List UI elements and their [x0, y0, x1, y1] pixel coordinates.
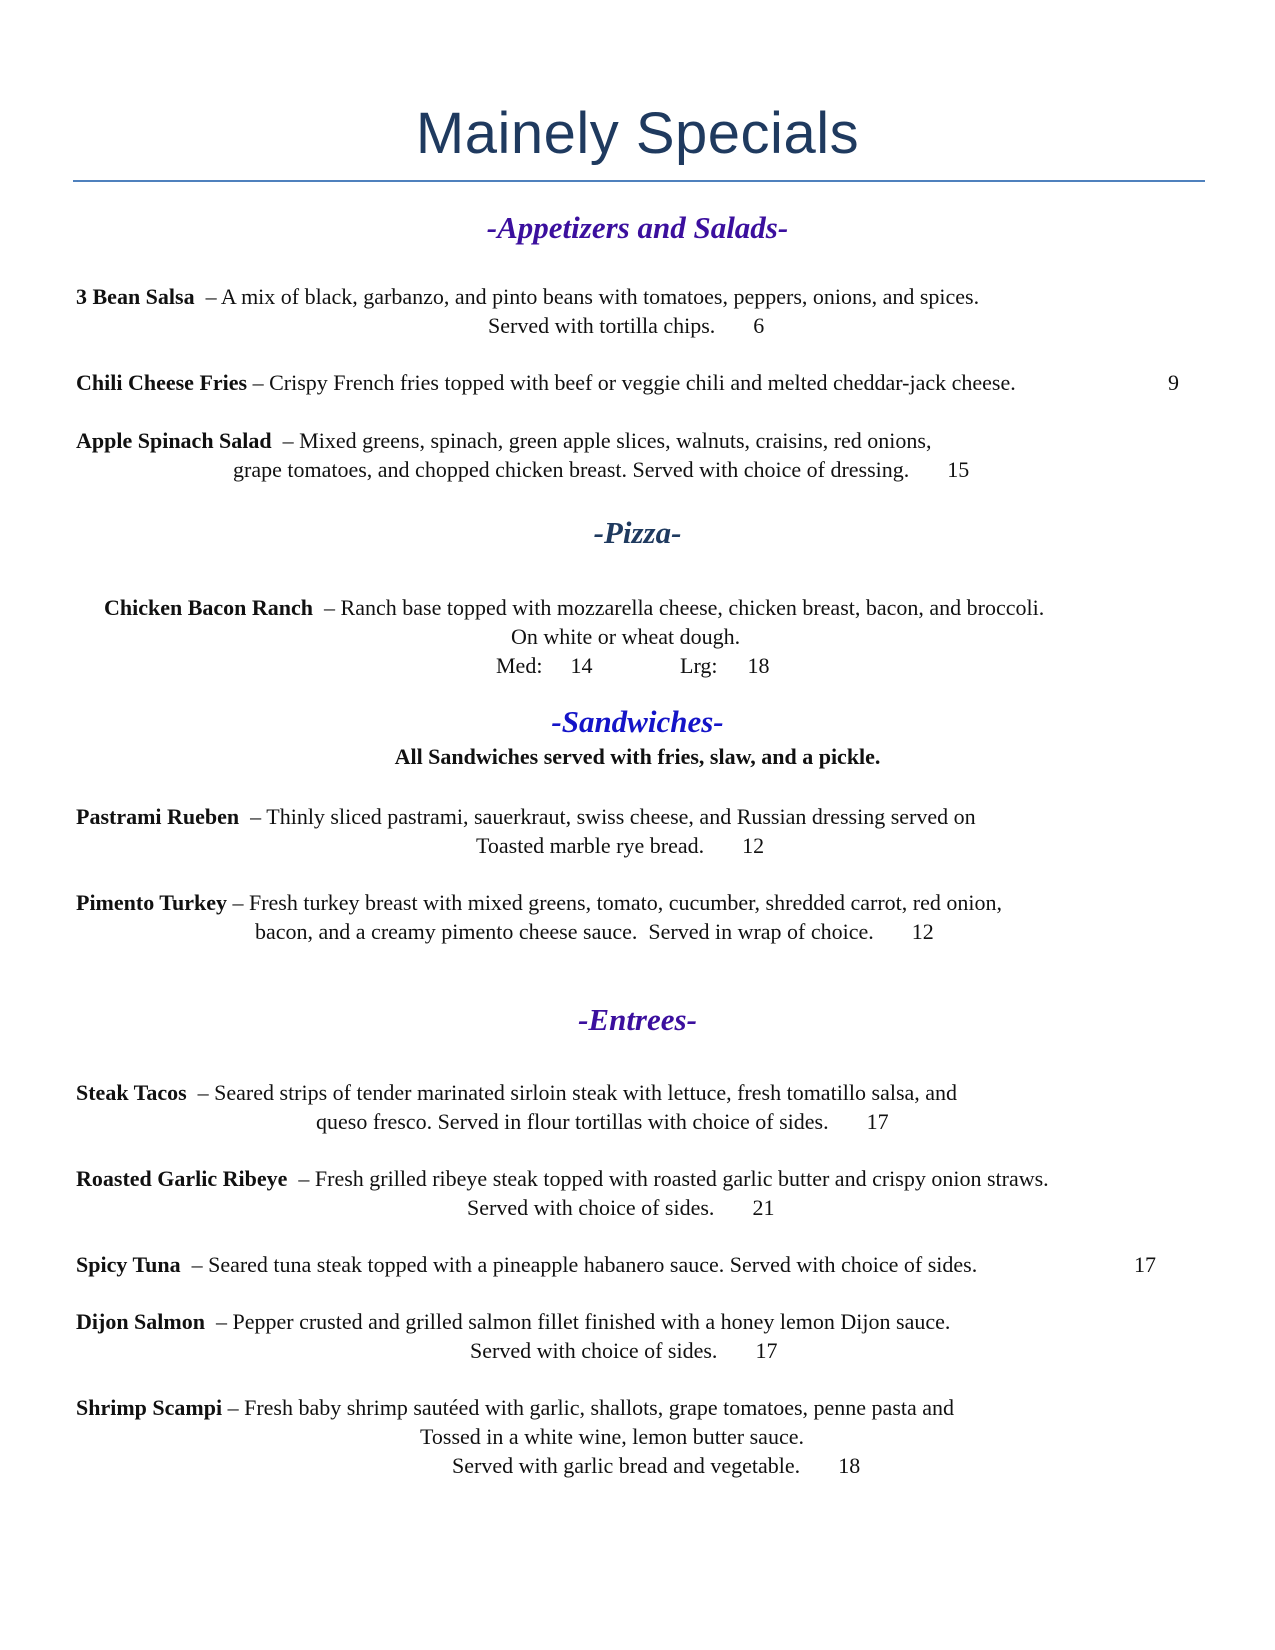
item-description: Fresh grilled ribeye steak topped with roasted garlic butter and crispy onion straws.: [314, 1166, 1049, 1191]
item-description: Toasted marble rye bread.: [476, 833, 705, 858]
section-heading-entrees: -Entrees-: [578, 1002, 697, 1037]
item-name: Shrimp Scampi: [76, 1395, 223, 1420]
item-price: 9: [1168, 370, 1179, 395]
item-price: 12: [911, 919, 934, 944]
item-description: grape tomatoes, and chopped chicken breast. Served with choice of dressing.: [233, 457, 910, 482]
item-description: queso fresco. Served in flour tortillas with choice of sides.: [316, 1109, 829, 1134]
section-heading-appetizers: -Appetizers and Salads-: [486, 210, 789, 245]
item-price: 17: [1134, 1252, 1156, 1277]
item-price: 12: [742, 833, 765, 858]
item-price-medium: 14: [570, 653, 593, 678]
item-name: Spicy Tuna: [76, 1252, 181, 1277]
size-label-large: Lrg:: [680, 653, 718, 678]
item-name: 3 Bean Salsa: [76, 284, 195, 309]
item-price: 18: [838, 1453, 861, 1478]
item-price: 6: [753, 313, 765, 338]
item-description: Seared tuna steak topped with a pineapple habanero sauce. Served with choice of sides.: [208, 1252, 978, 1277]
item-description: Thinly sliced pastrami, sauerkraut, swiss cheese, and Russian dressing served on: [266, 804, 976, 829]
item-description: bacon, and a creamy pimento cheese sauce. Served in wrap of choice.: [255, 919, 874, 944]
item-description: Pepper crusted and grilled salmon fillet finished with a honey lemon Dijon sauce.: [232, 1309, 951, 1334]
item-name: Chili Cheese Fries: [76, 370, 248, 395]
item-price-large: 18: [747, 653, 770, 678]
title-divider: [73, 180, 1205, 182]
item-price: 15: [947, 457, 970, 482]
item-description: A mix of black, garbanzo, and pinto beans with tomatoes, peppers, onions, and spices.: [220, 284, 980, 309]
item-name: Pimento Turkey: [76, 890, 227, 915]
size-label-medium: Med:: [496, 653, 543, 678]
item-description: On white or wheat dough.: [511, 624, 741, 649]
item-description: Served with choice of sides.: [470, 1338, 718, 1363]
item-name: Dijon Salmon: [76, 1309, 205, 1334]
item-price: 17: [866, 1109, 889, 1134]
section-heading-pizza: -Pizza-: [593, 515, 682, 550]
sandwiches-note: All Sandwiches served with fries, slaw, and a pickle.: [394, 744, 881, 769]
item-description: Ranch base topped with mozzarella cheese, chicken breast, bacon, and broccoli.: [340, 595, 1045, 620]
item-description: Seared strips of tender marinated sirloin steak with lettuce, fresh tomatillo salsa, and: [214, 1080, 958, 1105]
item-description: Fresh baby shrimp sautéed with garlic, shallots, grape tomatoes, penne pasta and: [244, 1395, 955, 1420]
item-description: Fresh turkey breast with mixed greens, tomato, cucumber, shredded carrot, red onion,: [248, 890, 1002, 915]
item-description: Served with tortilla chips.: [488, 313, 716, 338]
item-name: Apple Spinach Salad: [76, 428, 272, 453]
item-price: 17: [755, 1338, 778, 1363]
item-description: Served with choice of sides.: [467, 1195, 715, 1220]
item-description: Crispy French fries topped with beef or veggie chili and melted cheddar-jack cheese.: [269, 370, 1016, 395]
item-name: Chicken Bacon Ranch: [104, 595, 314, 620]
item-price: 21: [752, 1195, 775, 1220]
page-title: Mainely Specials: [415, 101, 860, 166]
item-description: Mixed greens, spinach, green apple slices, walnuts, craisins, red onions,: [299, 428, 932, 453]
item-description: Served with garlic bread and vegetable.: [452, 1453, 801, 1478]
item-name: Steak Tacos: [76, 1080, 187, 1105]
section-heading-sandwiches: -Sandwiches-: [551, 704, 724, 739]
item-name: Pastrami Rueben: [76, 804, 240, 829]
item-description: Tossed in a white wine, lemon butter sauce.: [420, 1424, 804, 1449]
item-name: Roasted Garlic Ribeye: [76, 1166, 288, 1191]
